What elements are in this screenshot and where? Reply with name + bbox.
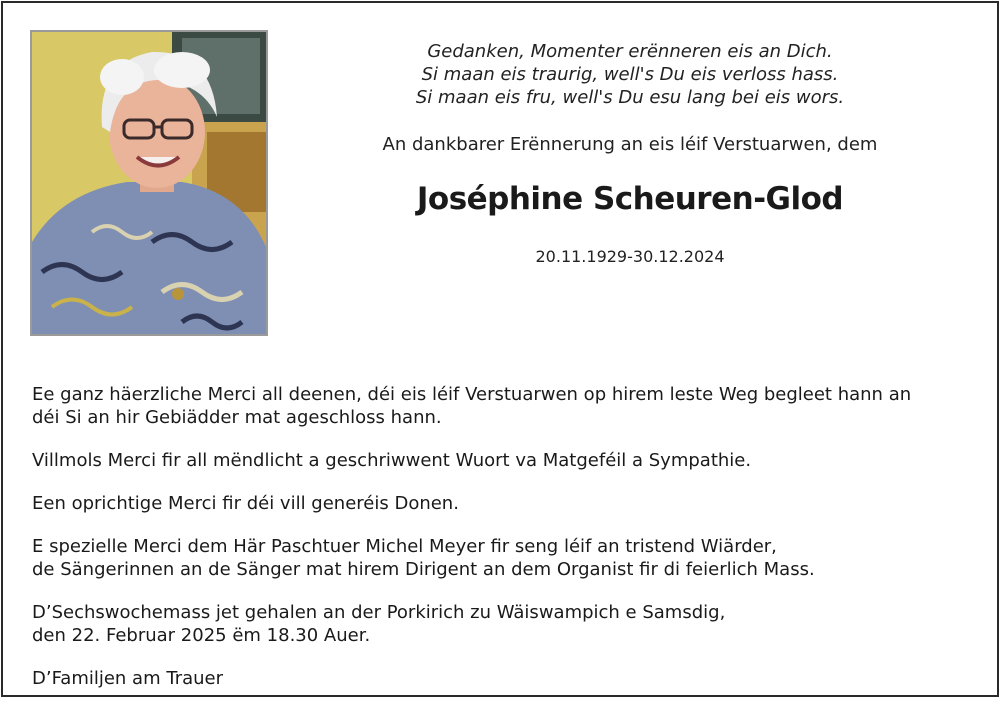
intro-line: An dankbarer Erënnerung an eis léif Verstuarwen, dem [382, 134, 878, 155]
portrait-photo [30, 30, 268, 336]
signature: D’Familjen am Trauer [32, 668, 224, 689]
poem-line: Gedanken, Momenter erënneren eis an Dich. [427, 41, 833, 62]
paragraph: Villmols Merci fir all mëndlicht a geschriwwent Wuort va Matgeféil a Sympathie. [32, 450, 752, 471]
paragraph-line: E spezielle Merci dem Här Paschtuer Michel Meyer fir seng léif an tristend Wiärder, [32, 536, 777, 557]
deceased-name: Joséphine Scheuren-Glod [416, 181, 844, 217]
paragraph-line: déi Si an hir Gebiädder mat ageschloss hann. [32, 407, 442, 428]
memorial-poem [280, 40, 980, 109]
life-dates: 20.11.1929-30.12.2024 [535, 247, 725, 266]
paragraph-line: D’Sechswochemass jet gehalen an der Porkirich zu Wäiswampich e Samsdig, [32, 602, 726, 623]
paragraph-line: Ee ganz häerzliche Merci all deenen, déi eis léif Verstuarwen op hirem leste Weg begleet hann an [32, 384, 912, 405]
paragraph-line: de Sängerinnen an de Sänger mat hirem Dirigent an dem Organist fir di feierlich Mass. [32, 559, 815, 580]
paragraph: Een oprichtige Merci fir déi vill generéis Donen. [32, 493, 459, 514]
paragraph-line: den 22. Februar 2025 ëm 18.30 Auer. [32, 625, 371, 646]
poem-line: Si maan eis fru, well's Du esu lang bei eis wors. [415, 87, 845, 108]
poem-line: Si maan eis traurig, well's Du eis verloss hass. [421, 64, 839, 85]
thank-you-text [32, 363, 982, 710]
